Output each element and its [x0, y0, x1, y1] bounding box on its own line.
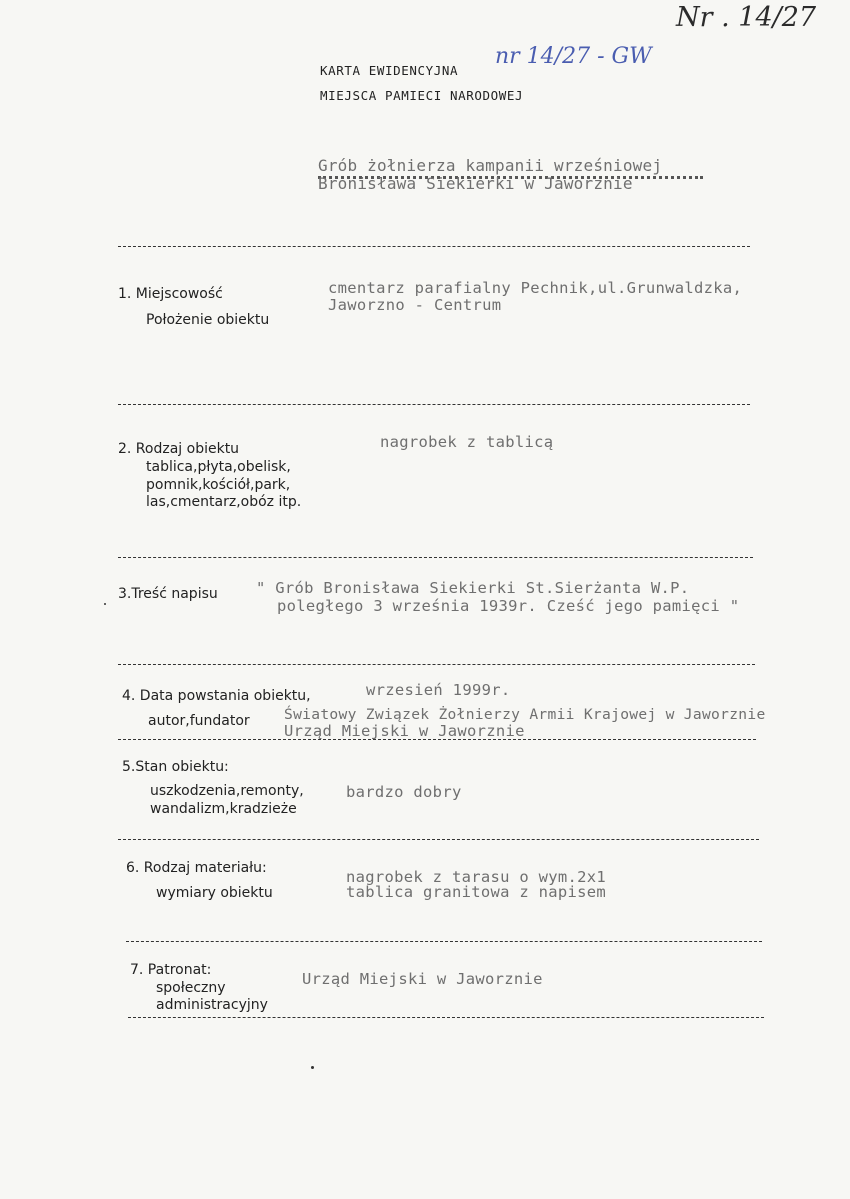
- divider-line: [118, 739, 756, 740]
- field-label-object-type: 2. Rodzaj obiektu: [118, 441, 240, 457]
- field-value-locality-line1: cmentarz parafialny Pechnik,ul.Grunwaldzka,: [328, 279, 743, 297]
- field-value-inscription-line2: poległego 3 września 1939r. Cześć jego pamięci ": [277, 597, 740, 615]
- document-title-line2: MIEJSCA PAMIECI NARODOWEJ: [320, 88, 524, 103]
- field-value-inscription-line1: " Grób Bronisława Siekierki St.Sierżanta W.P.: [256, 579, 690, 597]
- field-label-inscription: 3.Treść napisu: [118, 586, 218, 602]
- field-value-condition: bardzo dobry: [346, 783, 462, 801]
- field-value-material-line2: tablica granitowa z napisem: [346, 883, 607, 901]
- stray-ink-mark: [104, 603, 106, 605]
- stray-ink-mark: [311, 1066, 314, 1069]
- field-label-author-founder: autor,fundator: [148, 713, 250, 729]
- field-value-locality-line2: Jaworzno - Centrum: [328, 296, 502, 314]
- field-value-object-type: nagrobek z tablicą: [380, 433, 554, 451]
- divider-line: [118, 664, 755, 665]
- field-label-material: 6. Rodzaj materiału:: [126, 860, 267, 876]
- document-title-line1: KARTA EWIDENCYJNA: [320, 63, 459, 78]
- field-value-creation-date: wrzesień 1999r.: [366, 681, 511, 699]
- field-value-material-line1: nagrobek z tarasu o wym.2x1: [346, 868, 607, 886]
- divider-line: [118, 404, 750, 405]
- field-label-condition-hint2: wandalizm,kradzieże: [150, 801, 297, 817]
- field-label-patronage: 7. Patronat:: [130, 962, 212, 978]
- handwritten-reference-blue: nr 14/27 - GW: [495, 44, 652, 69]
- handwritten-reference-top-right: Nr . 14/27: [676, 2, 817, 33]
- divider-line: [128, 1017, 764, 1018]
- divider-line: [118, 839, 759, 840]
- field-label-object-type-hint1: tablica,płyta,obelisk,: [146, 459, 291, 475]
- field-label-location: Położenie obiektu: [146, 312, 270, 328]
- object-name-line1: Grób żołnierza kampanii wrześniowej: [318, 156, 663, 175]
- field-value-founder-1: Światowy Związek Żołnierzy Armii Krajowej w Jaworznie: [284, 706, 766, 723]
- field-label-patronage-administrative: administracyjny: [156, 997, 268, 1013]
- field-label-dimensions: wymiary obiektu: [156, 885, 273, 901]
- field-value-founder-2: Urząd Miejski w Jaworznie: [284, 722, 525, 740]
- field-value-patronage: Urząd Miejski w Jaworznie: [302, 970, 543, 988]
- divider-line: [118, 246, 750, 247]
- field-label-object-type-hint3: las,cmentarz,obóz itp.: [146, 494, 302, 510]
- field-label-patronage-social: społeczny: [156, 980, 226, 996]
- divider-line: [118, 557, 753, 558]
- field-label-locality: 1. Miejscowość: [118, 286, 223, 302]
- divider-line: [126, 941, 762, 942]
- field-label-condition-hint1: uszkodzenia,remonty,: [150, 783, 304, 799]
- field-label-condition: 5.Stan obiektu:: [122, 759, 229, 775]
- object-name-line2: Bronisława Siekierki w Jaworznie: [318, 174, 633, 193]
- field-label-creation-date: 4. Data powstania obiektu,: [122, 688, 311, 704]
- field-label-object-type-hint2: pomnik,kościół,park,: [146, 477, 291, 493]
